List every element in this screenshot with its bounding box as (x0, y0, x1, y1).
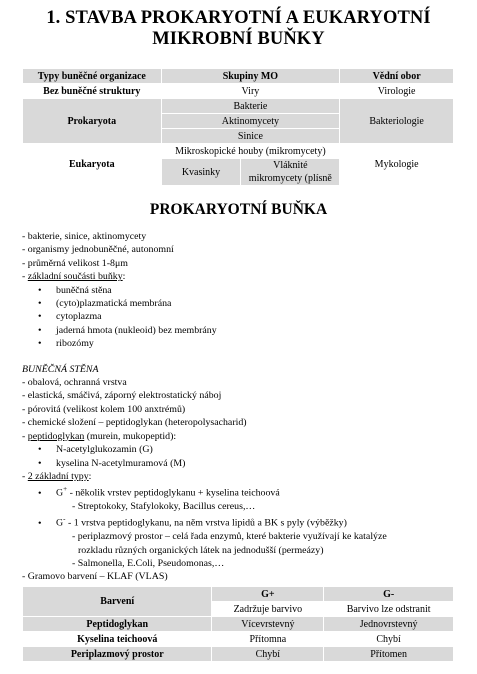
gram-comparison-table (22, 586, 454, 662)
organization-table (22, 68, 454, 186)
list-item (22, 284, 462, 297)
table-cell: Barvení (23, 587, 212, 617)
list-item-label: cytoplazma (56, 311, 102, 323)
list-item (22, 297, 462, 310)
list-item (22, 310, 462, 323)
bullet-icon: • (38, 517, 42, 529)
table-cell: Prokaryota (23, 99, 162, 144)
table-cell: Chybí (212, 647, 324, 662)
bullet-icon: • (38, 487, 42, 499)
list-item-label: N-acetylglukozamin (G) (56, 444, 153, 456)
table-cell: Sinice (161, 129, 340, 144)
table-cell: Mikroskopické houby (mikromycety) (161, 144, 340, 159)
table-row (23, 69, 454, 84)
peptidoglycan-term: peptidoglykan (27, 430, 85, 442)
cell-line: Vláknité (273, 160, 308, 171)
gplus-symbol: G (56, 487, 64, 499)
title-line-2: MIKROBNÍ BUŇKY (152, 29, 325, 49)
table-cell: Přítomen (324, 647, 454, 662)
list-item-label: jaderná hmota (nukleoid) bez membrány (56, 324, 217, 336)
bullet-icon: • (38, 444, 42, 456)
table-row (23, 99, 454, 114)
table-cell (241, 159, 340, 186)
table-cell: Eukaryota (23, 144, 162, 186)
list-item: - Salmonella, E.Coli, Pseudomonas,… (72, 557, 225, 569)
bullet-icon: • (38, 457, 42, 469)
list-item: - chemické složení – peptidoglykan (heteropolysacharid) (22, 417, 247, 429)
table-cell: Bakterie (161, 99, 340, 114)
table-cell: Peptidoglykan (23, 617, 212, 632)
list-item: - obalová, ochranná vrstva (22, 377, 127, 389)
bullet-icon: • (38, 338, 42, 350)
parts-heading: základní součásti buňky (27, 271, 123, 283)
list-item: - průměrná velikost 1-8μm (22, 257, 128, 269)
list-item-label: buněčná stěna (56, 284, 112, 296)
gminus-symbol: G (56, 517, 64, 529)
table-cell: Barvivo lze odstranit (324, 602, 454, 617)
bullet-icon: • (38, 298, 42, 310)
list-item: - elastická, smáčivá, záporný elektrostatický náboj (22, 390, 222, 402)
table-cell: Virologie (340, 84, 454, 99)
types-term: 2 základní typy (27, 470, 89, 482)
table-cell: Viry (161, 84, 340, 99)
list-item: rozkladu různých organických látek na jednodušší (permeázy) (78, 544, 324, 556)
list-item: - peptidoglykan (murein, mukopeptid): (22, 430, 177, 442)
table-row (23, 632, 454, 647)
table-header-cell: G+ (212, 587, 324, 602)
gplus-sup: + (63, 485, 68, 494)
list-item (22, 513, 462, 530)
table-cell: Aktinomycety (161, 114, 340, 129)
peptidoglycan-rest: (murein, mukopeptid): (84, 430, 177, 442)
list-item: - základní součásti buňky: (22, 271, 126, 283)
list-item-label: (cyto)plazmatická membrána (56, 298, 172, 310)
gplus-text: - několik vrstev peptidoglykanu + kyselina teichoová (67, 487, 280, 499)
table-cell: Přítomna (212, 632, 324, 647)
list-item (22, 443, 462, 456)
list-item: - organismy jednobuněčné, autonomní (22, 244, 174, 256)
page-title (0, 8, 477, 50)
title-line-1: 1. STAVBA PROKARYOTNÍ A EUKARYOTNÍ (46, 8, 431, 28)
table-cell: Zadržuje barvivo (212, 602, 324, 617)
list-item (22, 483, 462, 500)
section-heading: BUNĚČNÁ STĚNA (22, 363, 99, 375)
gminus-sup: - (63, 515, 66, 524)
bullet-icon: • (38, 311, 42, 323)
list-item: - 2 základní typy: (22, 470, 92, 482)
list-item (22, 457, 462, 470)
table-cell: Kyselina teichoová (23, 632, 212, 647)
list-item (22, 324, 462, 337)
table-row (23, 144, 454, 159)
table-cell: Kvasinky (161, 159, 241, 186)
table-header-cell: Skupiny MO (161, 69, 340, 84)
list-item: - Streptokoky, Stafylokoky, Bacillus cereus,… (72, 501, 256, 513)
spacer (22, 351, 462, 363)
bullet-icon: • (38, 324, 42, 336)
bullet-icon: • (38, 284, 42, 296)
list-item: - bakterie, sinice, aktinomycety (22, 231, 147, 242)
table-cell: Bez buněčné struktury (23, 84, 162, 99)
body-text (22, 230, 462, 584)
table-cell: Jednovrstevný (324, 617, 454, 632)
table-row (23, 647, 454, 662)
table-cell: Chybí (324, 632, 454, 647)
table-header-cell: G- (324, 587, 454, 602)
list-item: - Gramovo barvení – KLAF (VLAS) (22, 571, 168, 583)
gminus-text: - 1 vrstva peptidoglykanu, na něm vrstva lipidů a BK s pyly (výběžky) (65, 517, 347, 529)
table-header-cell: Typy buněčné organizace (23, 69, 162, 84)
list-item-label: kyselina N-acetylmuramová (M) (56, 457, 186, 469)
list-item: - pórovitá (velikost kolem 100 anxtrémů) (22, 403, 186, 415)
section-title: PROKARYOTNÍ BUŇKA (149, 201, 328, 218)
list-item: - periplazmový prostor – celá řada enzymů, které bakterie využívají ke katalýze (72, 531, 387, 543)
table-row (23, 84, 454, 99)
table-cell: Periplazmový prostor (23, 647, 212, 662)
table-cell: Bakteriologie (340, 99, 454, 144)
table-header-cell: Vědní obor (340, 69, 454, 84)
cell-line: mikromycety (plísně (248, 173, 332, 184)
table-cell: Vícevrstevný (212, 617, 324, 632)
list-item-label: ribozómy (56, 338, 94, 350)
table-row (23, 587, 454, 602)
list-item (22, 337, 462, 350)
table-cell: Mykologie (340, 144, 454, 186)
table-row (23, 617, 454, 632)
